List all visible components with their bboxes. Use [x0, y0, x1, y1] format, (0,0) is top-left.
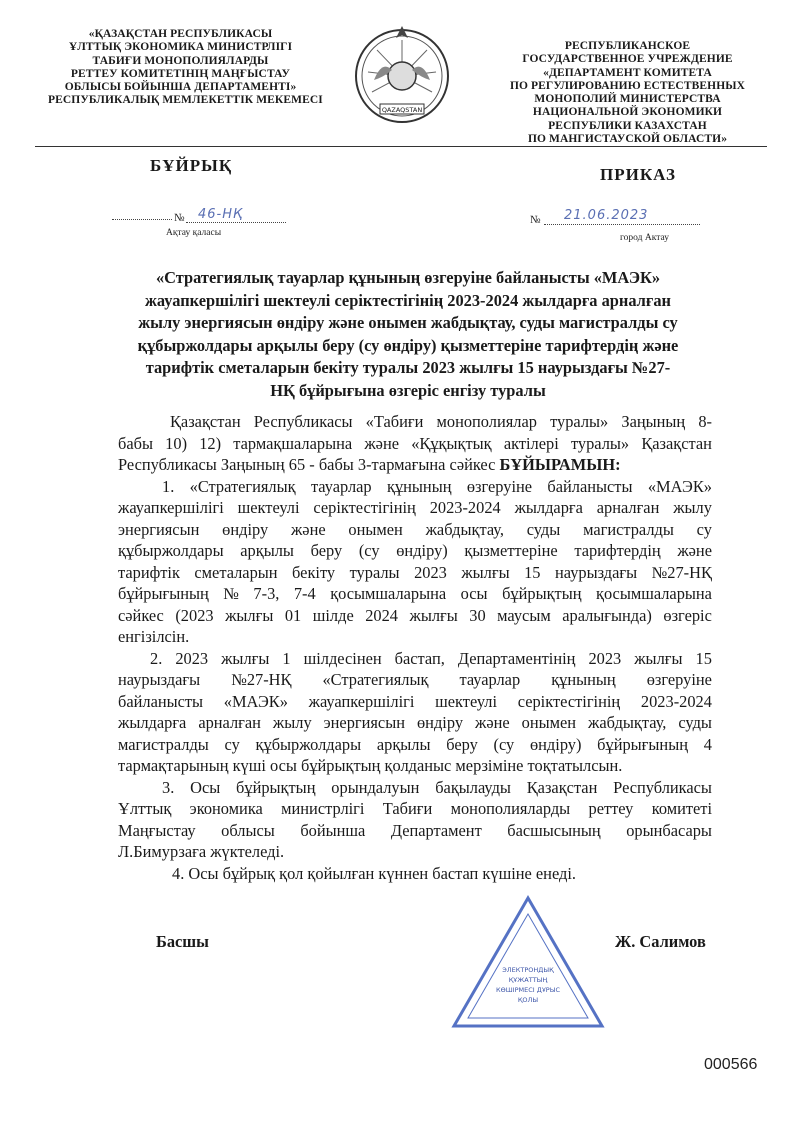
body-word: 7-3, [253, 584, 280, 603]
body-word: құбыржолдары [118, 541, 224, 560]
body-word: «Табиғи [365, 412, 424, 431]
body-word: байланысты [118, 691, 204, 711]
body-word: өндіру [416, 713, 464, 732]
stamp-line: ҚОЛЫ [517, 996, 539, 1004]
body-word: тармақшаларына [233, 433, 353, 453]
body-word: (2023 [175, 605, 214, 625]
body-word: тауарлар [310, 476, 372, 496]
body-word: №27-НҚ [231, 670, 292, 689]
body-word: шілде [312, 605, 354, 625]
body-word: суды [526, 519, 561, 539]
body-word: құбыржолдары [255, 734, 362, 754]
body-line: тармақтарының күші осы бұйрықтың қолданыс мерзіміне тоқтатылсын. [118, 756, 623, 775]
number-sign: № [174, 212, 185, 224]
body-word: реттеу [588, 799, 634, 818]
state-emblem-icon [352, 20, 452, 132]
body-word: 2023 [588, 648, 622, 668]
body-word: туралы» [570, 433, 630, 453]
body-word: жылғы [634, 648, 683, 668]
body-word: 2023 [414, 562, 447, 582]
header-left-line: ОБЛЫСЫ БОЙЫНША ДЕПАРТАМЕНТІ» [64, 81, 297, 94]
body-word: және [475, 713, 510, 732]
body-word: 30 [469, 605, 486, 625]
body-word: өзгеріс [663, 605, 712, 625]
body-word: 4 [703, 734, 712, 754]
title-line: «Стратегиялық тауарлар құнының өзгеруіне байланысты «МАЭК» [155, 268, 661, 287]
body-word: Департаментінің [457, 648, 576, 668]
body-word: энергиясын [323, 713, 405, 732]
header-left-institution [48, 28, 323, 108]
header-left-line: ТАБИҒИ МОНОПОЛИЯЛАРДЫ [92, 54, 269, 67]
stamp-line: КӨШІРМЕСІ ДҰРЫС [496, 986, 560, 994]
body-word: «МАЭК» [223, 691, 288, 711]
body-line [118, 605, 712, 627]
body-line [118, 669, 712, 691]
body-line: 4. Осы бұйрық қол қойылған күннен бастап күшіне енеді. [172, 863, 576, 883]
body-word: бабы [118, 433, 153, 453]
body-word: өзгеруіне [646, 670, 712, 689]
body-word: 2024 [365, 605, 398, 625]
body-word: «МАЭК» [647, 476, 712, 496]
body-line-text: Республикасы Заңының 65 - бабы 3-тармағына сәйкес [118, 455, 496, 474]
body-word: 12) [199, 433, 222, 453]
body-word: аралығында) [562, 605, 652, 625]
body-line [162, 777, 712, 799]
body-word: 2023 [175, 648, 209, 668]
body-word: 7-4 [293, 584, 316, 603]
body-word: жылдарға [118, 713, 187, 732]
body-word: Қазақстан [526, 777, 598, 797]
body-word: магистралды [583, 519, 674, 539]
body-word: өндіру) [529, 734, 582, 754]
header-right-institution [495, 40, 760, 146]
body-word: арналған [198, 713, 261, 732]
title-line: НҚ бұйрығына өзгеріс енгізу туралы [270, 380, 546, 400]
header-left-line: РЕСПУБЛИКАЛЫҚ МЕМЛЕКЕТТІК МЕКЕМЕСІ [48, 94, 323, 107]
body-line [170, 411, 712, 433]
body-word: тарифтердің [574, 541, 661, 560]
body-word: Республикасы [253, 412, 353, 431]
body-word: 1. [162, 476, 175, 496]
body-word: Табиғи [382, 799, 433, 818]
body-word: (су [493, 734, 515, 754]
body-word: 10) [165, 433, 188, 453]
body-word: энергиясын [118, 519, 200, 539]
body-word: Қазақстан [170, 412, 241, 431]
body-word: 2023-2024 [429, 498, 501, 517]
body-word: жылғы [409, 605, 458, 625]
body-line [118, 519, 712, 541]
title-line: жылу энергиясын өндіру және онымен жабдықтау, суды магистралды су [138, 313, 678, 333]
body-word: экономика [189, 799, 263, 818]
body-line [118, 712, 712, 734]
body-word: бақылауды [435, 777, 511, 797]
emblem-caption: QAZAQSTAN [381, 106, 423, 114]
body-line [118, 734, 712, 756]
body-line [118, 562, 712, 584]
body-word: №27-НҚ [651, 562, 712, 582]
body-word: осы [460, 584, 488, 603]
body-word: су [224, 734, 240, 754]
body-line [118, 540, 712, 562]
dotted-fill [112, 219, 172, 220]
body-word: жылғы [221, 648, 270, 668]
body-word: министрлігі [281, 799, 365, 818]
directive-word: БҰЙЫРАМЫН: [499, 455, 621, 474]
body-word: арналған [596, 498, 660, 517]
body-word: маусым [497, 605, 551, 625]
body-word: жылу [272, 713, 312, 732]
body-word: жылғы [225, 605, 274, 625]
number-sign: № [530, 214, 541, 226]
body-word: сәйкес [118, 605, 164, 625]
order-number: 46-НҚ [198, 207, 244, 222]
header-left-line: «ҚАЗАҚСТАН РЕСПУБЛИКАСЫ [88, 28, 273, 40]
body-word: «Стратегиялық [189, 476, 296, 496]
body-word: Ұлттық [118, 799, 172, 818]
order-date: 21.06.2023 [564, 208, 649, 223]
body-word: монополияларды [450, 799, 571, 818]
body-word: наурыздағы [118, 670, 201, 689]
body-word: тарифтік [118, 562, 180, 582]
body-word: бұйрықтың [236, 777, 316, 797]
body-word: 15 [695, 648, 712, 668]
signature-name: Ж. Салимов [615, 932, 706, 951]
body-word: облысы [221, 820, 275, 840]
body-word: өндіру) [396, 541, 448, 560]
city-ru: город Актау [620, 233, 669, 243]
header-divider [35, 146, 767, 147]
body-word: магистралды [118, 734, 209, 754]
body-word: орынбасары [626, 820, 712, 840]
stamp-line: ЭЛЕКТРОНДЫҚ [502, 966, 554, 974]
body-word: 2. [150, 648, 163, 668]
body-word: жылдарға [514, 498, 583, 517]
body-word: 8- [698, 412, 712, 431]
order-date-line [530, 208, 700, 226]
body-word: басшысының [507, 820, 601, 840]
body-word: сметаларын [194, 562, 278, 582]
body-word: Департамент [390, 820, 482, 840]
body-line [150, 648, 712, 670]
body-word: беру [446, 734, 478, 754]
body-word: Маңғыстау [118, 820, 196, 840]
body-word: 1 [282, 648, 291, 668]
stamp-line: ҚҰЖАТТЫҢ [508, 976, 548, 984]
title-line: құбыржолдары арқылы беру (су өндіру) қызметтеріне тарифтердің және [137, 335, 679, 355]
header-right-line: РЕСПУБЛИКИ КАЗАХСТАН [548, 119, 707, 132]
body-word: онымен [521, 713, 577, 732]
header-right-line: МОНОПОЛИЙ МИНИСТЕРСТВА [534, 93, 721, 106]
body-text [118, 411, 712, 884]
body-word: Қазақстан [641, 433, 712, 453]
body-word: жылғы [461, 562, 510, 582]
body-word: бұйрығының [597, 734, 688, 754]
body-line [162, 476, 712, 498]
document-code: 000566 [704, 1056, 758, 1073]
city-kz: Ақтау қаласы [166, 228, 222, 238]
body-word: (су [358, 541, 380, 560]
body-line [118, 454, 712, 476]
body-word: бұйрықтың [502, 584, 582, 603]
doc-type-ru: ПРИКАЗ [600, 165, 676, 184]
body-word: «Құқықтық [411, 433, 492, 453]
body-word: бұйрығының [118, 584, 209, 603]
body-word: 2023-2024 [640, 691, 712, 711]
header-right-line: «ДЕПАРТАМЕНТ КОМИТЕТА [543, 66, 712, 79]
body-word: және [677, 541, 712, 560]
body-word: өзгеруіне [466, 476, 533, 496]
body-word: қосымшаларына [595, 584, 712, 603]
header-right-line: РЕСПУБЛИКАНСКОЕ [564, 40, 691, 52]
body-word: қосымшаларына [330, 584, 447, 603]
body-word: шілдесінен [303, 648, 382, 668]
body-line [118, 433, 712, 455]
body-word: байланысты [547, 476, 633, 496]
body-word: Осы [190, 777, 221, 797]
header-left-line: ҰЛТТЫҚ ЭКОНОМИКА МИНИСТРЛІГІ [68, 41, 293, 54]
body-word: арқылы [376, 734, 431, 754]
header-right-line: НАЦИОНАЛЬНОЙ ЭКОНОМИКИ [532, 106, 723, 119]
body-word: және [290, 519, 326, 539]
body-word: беру [310, 541, 343, 560]
body-line [118, 820, 712, 842]
document-title [108, 267, 708, 403]
header-right-line: ПО РЕГУЛИРОВАНИЮ ЕСТЕСТВЕННЫХ [509, 79, 746, 92]
title-line: жауапкершілігі шектеулі серіктестігінің 2023-2024 жылдарға арналған [145, 290, 671, 310]
body-word: Заңының [621, 412, 686, 431]
body-word: қызметтеріне [464, 541, 558, 560]
electronic-copy-stamp [448, 892, 608, 1034]
body-word: бойынша [300, 820, 366, 840]
date-underline [544, 224, 700, 225]
body-line [118, 798, 712, 820]
body-word: тауарлар [459, 670, 521, 689]
number-underline [186, 222, 286, 223]
body-word: наурыздағы [555, 562, 638, 582]
body-word: 15 [524, 562, 541, 582]
order-number-line [112, 207, 290, 226]
body-word: шектеулі [237, 498, 300, 517]
body-word: № [223, 584, 239, 603]
title-line: тарифтік сметаларын бекіту туралы 2023 жылғы 15 наурыздағы №27- [145, 358, 671, 378]
doc-type-kz: БҰЙРЫҚ [150, 156, 233, 175]
body-line [118, 583, 712, 605]
body-word: жылу [673, 498, 712, 517]
body-word: құнының [551, 670, 616, 689]
body-word: 3. [162, 777, 175, 797]
body-word: жабдықтау, [425, 519, 504, 539]
body-word: онымен [348, 519, 403, 539]
body-word: өндіру [222, 519, 269, 539]
header-left-line: РЕТТЕУ КОМИТЕТІНІҢ МАҢҒЫСТАУ [70, 67, 291, 80]
body-word: туралы [349, 562, 400, 582]
body-word: жауапкершілігі [308, 691, 415, 711]
body-word: комитеті [651, 799, 712, 818]
body-word: орындалуын [331, 777, 420, 797]
body-word: арқылы [240, 541, 294, 560]
body-word: туралы» [550, 412, 609, 431]
body-word: 01 [284, 605, 302, 625]
body-word: шектеулі [435, 691, 498, 711]
body-word: жабдықтау, [588, 713, 667, 732]
body-word: актілері [503, 433, 559, 453]
header-right-line: ГОСУДАРСТВЕННОЕ УЧРЕЖДЕНИЕ [522, 53, 733, 66]
body-word: және [364, 433, 399, 453]
body-word: серіктестігінің [517, 691, 621, 711]
body-word: Республикасы [613, 777, 712, 797]
header-right-line: ПО МАНГИСТАУСКОЙ ОБЛАСТИ» [527, 133, 728, 146]
body-line [118, 497, 712, 519]
signature-title: Басшы [156, 932, 209, 951]
body-word: серіктестігінің [313, 498, 416, 517]
body-line: Л.Бимурзаға жүктеледі. [118, 842, 285, 861]
body-line [118, 691, 712, 713]
body-word: монополиялар [436, 412, 537, 431]
body-word: бастап, [394, 648, 445, 668]
body-word: жауапкершілігі [118, 498, 224, 517]
body-line: енгізілсін. [118, 627, 190, 646]
body-word: суды [678, 713, 712, 732]
body-word: құнының [386, 476, 452, 496]
body-word: бекіту [292, 562, 336, 582]
body-word: су [696, 519, 712, 539]
body-word: «Стратегиялық [322, 670, 429, 689]
